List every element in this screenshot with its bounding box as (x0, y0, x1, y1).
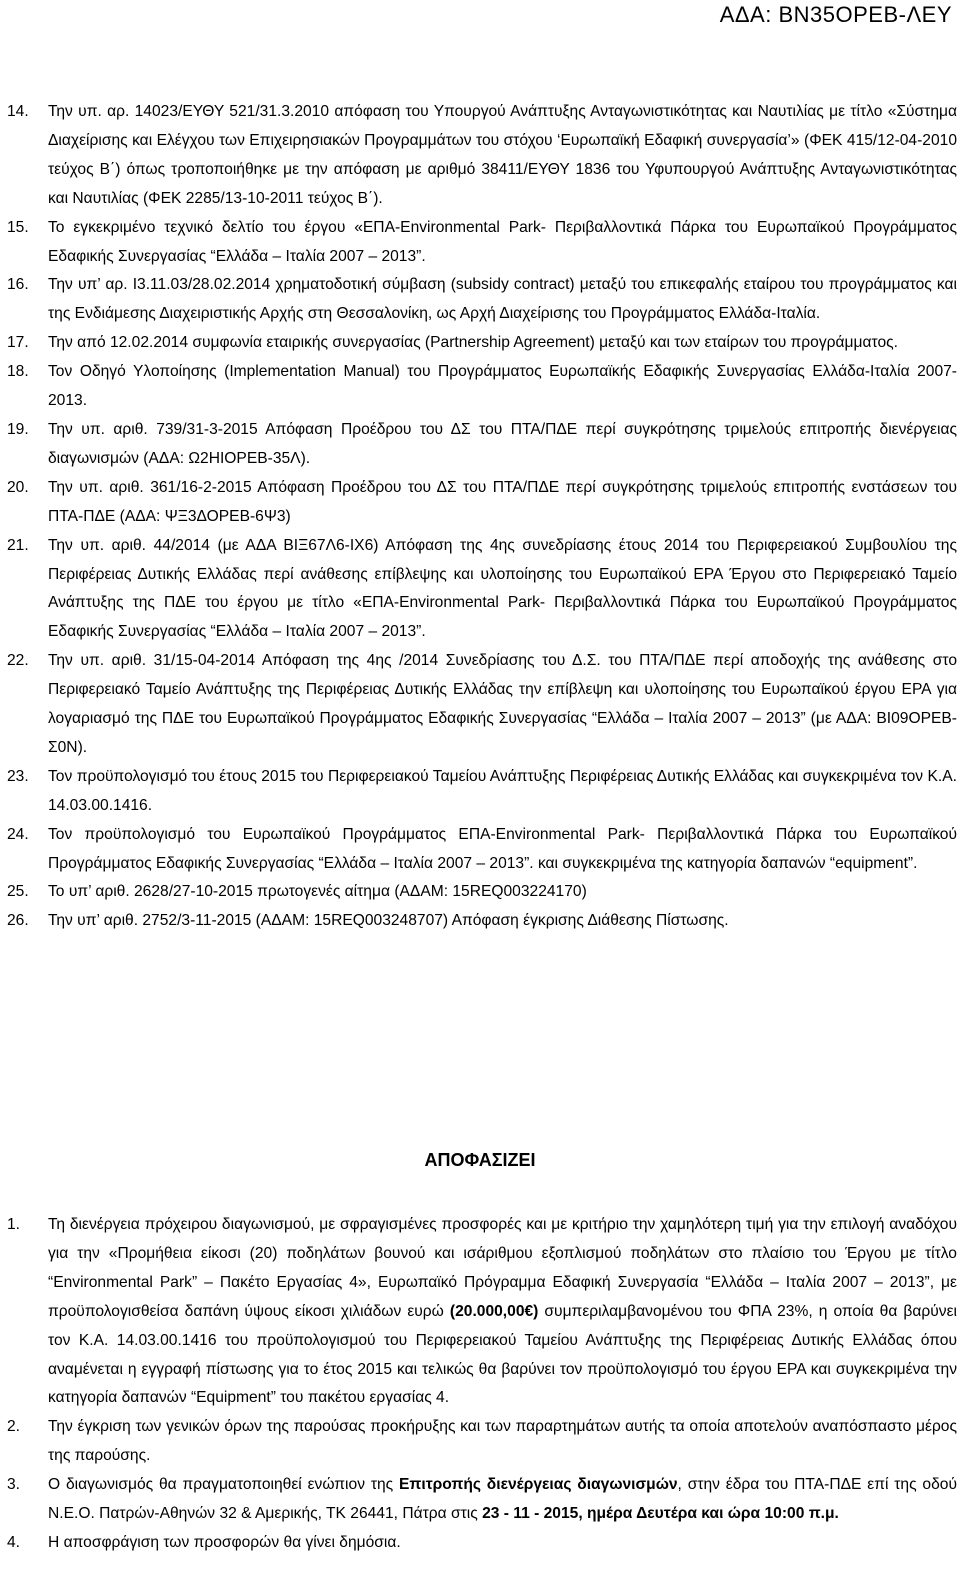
decision-heading: ΑΠΟΦΑΣΙΖΕΙ (424, 1150, 536, 1170)
decision-text: Την έγκριση των γενικών όρων της παρούσας προκήρυξης και των παραρτημάτων αυτής τα οποία αποτελούν αναπόσπαστο μέρος της παρούσης. (48, 1418, 957, 1465)
list-item (7, 416, 957, 474)
item-text: Τον προϋπολογισμό του Ευρωπαϊκού Προγράμματος ΕΠΑ-Environmental Park- Περιβαλλοντικά Πάρκα του Ευρωπαϊκού Προγράμματος Εδαφικής Συνεργασίας “Ελλάδα – Ιταλία 2007 – 2013”. και συγκεκριμένα της κατηγορία δαπανών “equipment”. (48, 825, 957, 872)
decision-text-part: Τη διενέργεια πρόχειρου διαγωνισμού, με σφραγισμένες προσφορές και με κριτήριο την χαμηλότερη τιμή για την επιλογή αναδόχου για την «Προμήθεια είκοσι (20) ποδηλάτων βουνού και ισάριθμου εξοπλισμού ποδηλάτων στο πλαίσιο του Έργου με τίτλο “Environmental Park” – Πακέτο Εργασίας 4», Ευρωπαϊκό Πρόγραμμα Εδαφική Συνεργασία “Ελλάδα – Ιταλία 2007 – 2013”, με προϋπολογισθείσα δαπάνη ύψους είκοσι χιλιάδων ευρώ (48, 1216, 957, 1320)
decision-text (48, 1211, 957, 1413)
item-number: 25. (7, 883, 29, 901)
decision-number: 4. (7, 1533, 21, 1551)
list-item (7, 532, 957, 648)
item-text: Την υπ’ αριθ. 2752/3-11-2015 (ΑΔΑΜ: 15REQ003248707) Απόφαση έγκρισης Διάθεσης Πίστωσης. (48, 912, 729, 930)
item-number: 20. (7, 478, 29, 496)
list-item (7, 329, 957, 358)
list-item (7, 271, 957, 329)
ada-header: ΑΔΑ: ΒΝ35ΟΡΕΒ-ΛΕΥ (719, 2, 952, 27)
document-body (7, 98, 957, 936)
item-number: 26. (7, 912, 29, 930)
tender-date: 23 - 11 - 2015, ημέρα Δευτέρα και ώρα 10:00 π.μ. (482, 1505, 839, 1523)
decision-text-part: , στην έδρα του ΠΤΑ-ΠΔΕ επί της οδού Ν.Ε.Ο. Πατρών-Αθηνών 32 & Αμερικής, ΤΚ 26441, Πάτρα στις (48, 1476, 957, 1523)
item-number: 23. (7, 767, 29, 785)
item-text: Το υπ’ αριθ. 2628/27-10-2015 πρωτογενές αίτημα (ΑΔΑΜ: 15REQ003224170) (48, 883, 587, 901)
item-number: 17. (7, 334, 29, 352)
item-number: 21. (7, 536, 29, 554)
item-number: 18. (7, 363, 29, 381)
item-number: 15. (7, 218, 29, 236)
list-item (7, 474, 957, 532)
item-text: Την υπ. αριθ. 44/2014 (με ΑΔΑ ΒΙΞ67Λ6-ΙΧ6) Απόφαση της 4ης συνεδρίασης έτους 2014 του Περιφερειακού Συμβουλίου της Περιφέρειας Δυτικής Ελλάδας περί ανάθεσης επίβλεψης και υλοποίησης του Ευρωπαϊκού ΕΡΑ Έργου στο Περιφερειακό Ταμείο Ανάπτυξης της ΠΔΕ του έργου με τίτλο «ΕΠΑ-Environmental Park- Περιβαλλοντικά Πάρκα του Ευρωπαϊκού Προγράμματος Εδαφικής Συνεργασίας “Ελλάδα – Ιταλία 2007 – 2013”. (48, 536, 957, 641)
item-text: Την υπ. αριθ. 31/15-04-2014 Απόφαση της 4ης /2014 Συνεδρίασης του Δ.Σ. του ΠΤΑ/ΠΔΕ περί αποδοχής της ανάθεσης στο Περιφερειακό Ταμείο Ανάπτυξης της Περιφέρειας Δυτικής Ελλάδας την επίβλεψη και υλοποίησης του Ευρωπαϊκού έργου ΕΡΑ για λογαριασμό της ΠΔΕ του Ευρωπαϊκού Προγράμματος Εδαφικής Συνεργασίας “Ελλάδα – Ιταλία 2007 – 2013” (με ΑΔΑ: ΒΙ09ΟΡΕΒ-Σ0Ν). (48, 652, 957, 756)
item-text: Την υπ. αριθ. 739/31-3-2015 Απόφαση Προέδρου του ΔΣ του ΠΤΑ/ΠΔΕ περί συγκρότησης τριμελούς επιτροπής διενέργειας διαγωνισμών (ΑΔΑ: Ω2ΗΙΟΡΕΒ-35Λ). (48, 420, 957, 467)
list-item (7, 878, 957, 907)
item-number: 24. (7, 825, 29, 843)
decision-item (7, 1413, 957, 1471)
decision-number: 2. (7, 1418, 21, 1436)
decision-item (7, 1529, 957, 1558)
decision-text: Η αποσφράγιση των προσφορών θα γίνει δημόσια. (48, 1533, 401, 1551)
list-item (7, 821, 957, 879)
list-item (7, 647, 957, 763)
decision-text (48, 1471, 957, 1529)
list-item (7, 358, 957, 416)
item-text: Τον προϋπολογισμό του έτους 2015 του Περιφερειακού Ταμείου Ανάπτυξης Περιφέρειας Δυτικής Ελλάδας και συγκεκριμένα τον Κ.Α. 14.03.00.1416. (48, 767, 957, 814)
item-number: 19. (7, 420, 29, 438)
item-text: Το εγκεκριμένο τεχνικό δελτίο του έργου «ΕΠΑ-Environmental Park- Περιβαλλοντικά Πάρκα του Ευρωπαϊκού Προγράμματος Εδαφικής Συνεργασίας “Ελλάδα – Ιταλία 2007 – 2013”. (48, 218, 957, 265)
item-text: Την υπ. αρ. 14023/ΕΥΘΥ 521/31.3.2010 απόφαση του Υπουργού Ανάπτυξης Ανταγωνιστικότητας και Ναυτιλίας με τίτλο «Σύστημα Διαχείρισης και Ελέγχου των Επιχειρησιακών Προγραμμάτων του στόχου ‘Ευρωπαϊκή Εδαφική συνεργασία’» (ΦΕΚ 415/12-04-2010 τεύχος Β΄) όπως τροποποιήθηκε με την απόφαση με αριθμό 38411/ΕΥΘΥ 1836 του Υφυπουργού Ανάπτυξης Ανταγωνιστικότητας και Ναυτιλίας (ΦΕΚ 2285/13-10-2011 τεύχος Β΄). (48, 103, 957, 207)
committee-name: Επιτροπής διενέργειας διαγωνισμών (399, 1476, 678, 1494)
item-text: Την υπ. αριθ. 361/16-2-2015 Απόφαση Προέδρου του ΔΣ του ΠΤΑ/ΠΔΕ περί συγκρότησης τριμελούς επιτροπής ενστάσεων του ΠΤΑ-ΠΔΕ (ΑΔΑ: ΨΞ3ΔΟΡΕΒ-6Ψ3) (48, 478, 957, 525)
list-item (7, 214, 957, 272)
decision-number: 1. (7, 1216, 21, 1233)
decision-amount: (20.000,00€) (449, 1302, 539, 1320)
decision-item (7, 1211, 957, 1413)
decision-text-part: συμπεριλαμβανομένου του ΦΠΑ 23%, η οποία θα βαρύνει τον Κ.Α. 14.03.00.1416 του προϋπολογισμού του Περιφερειακού Ταμείου Ανάπτυξης της Περιφέρειας Δυτικής Ελλάδας όπου αναμένεται η εγγραφή πίστωσης για το έτος 2015 και τελικώς θα βαρύνει τον προϋπολογισμό του έργου ΕΡΑ και συγκεκριμένα την κατηγορία δαπανών “Equipment” του πακέτου εργασίας 4. (48, 1302, 957, 1407)
list-item (7, 98, 957, 214)
decisions-list (7, 1211, 957, 1558)
list-item (7, 763, 957, 821)
item-number: 16. (7, 276, 29, 294)
decision-item (7, 1471, 957, 1529)
item-number: 22. (7, 652, 29, 670)
decision-text-part: Ο διαγωνισμός θα πραγματοποιηθεί ενώπιον της (48, 1476, 400, 1494)
item-text: Την από 12.02.2014 συμφωνία εταιρικής συνεργασίας (Partnership Agreement) μεταξύ και των εταίρων του προγράμματος. (48, 334, 898, 352)
item-number: 14. (7, 103, 29, 120)
list-item (7, 907, 957, 936)
item-text: Τον Οδηγό Υλοποίησης (Implementation Manual) του Προγράμματος Ευρωπαϊκής Εδαφικής Συνεργασίας Ελλάδα-Ιταλία 2007-2013. (48, 363, 957, 410)
item-text: Την υπ’ αρ. I3.11.03/28.02.2014 χρηματοδοτική σύμβαση (subsidy contract) μεταξύ του επικεφαλής εταίρου του προγράμματος και της Ενδιάμεσης Διαχειριστικής Αρχής στη Θεσσαλονίκη, ως Αρχή Διαχείρισης του Προγράμματος Ελλάδα-Ιταλία. (48, 276, 957, 323)
decision-number: 3. (7, 1476, 21, 1494)
